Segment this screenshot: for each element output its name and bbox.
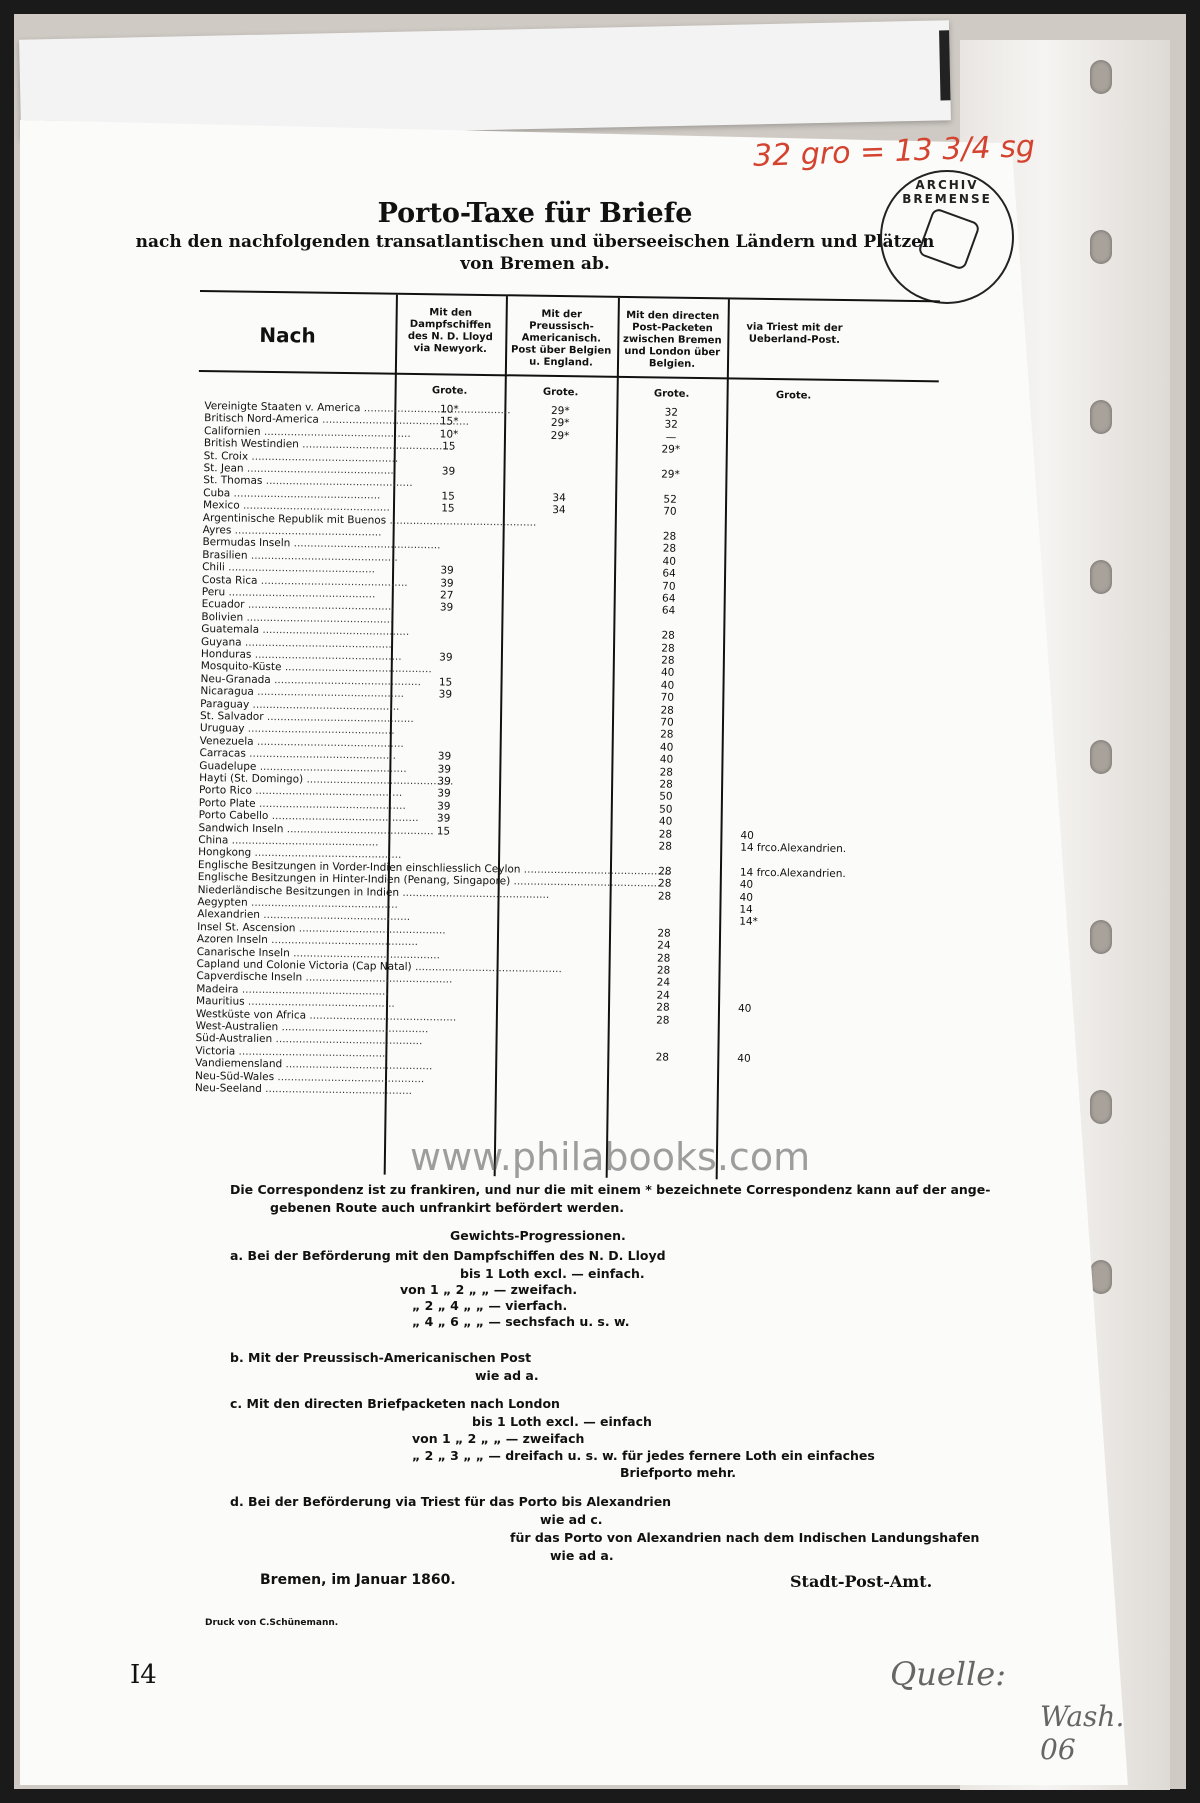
cell-destination: Capland und Colonie Victoria (Cap Natal) ..... — [197, 958, 367, 972]
note-line: „ 2 „ 3 „ „ — dreifach u. s. w. für jedes fernere Loth ein einfaches — [412, 1448, 875, 1463]
cell-direct: 28 — [656, 1001, 670, 1014]
cell-destination: Californien ..... — [204, 425, 374, 439]
cell-destination: St. Jean ..... — [203, 462, 373, 476]
cell-triest: 14* — [739, 915, 758, 929]
cell-direct: 40 — [659, 753, 674, 766]
cell-destination: Mosquito-Küste ..... — [201, 660, 371, 674]
cell-direct: 28 — [662, 542, 677, 556]
cell-direct: 70 — [660, 716, 674, 729]
note-line: a. Bei der Beförderung mit den Dampfschiffen des N. D. Lloyd — [230, 1248, 666, 1263]
cell-direct: 64 — [661, 604, 676, 618]
cell-destination: Bermudas Inseln ..... — [202, 536, 372, 550]
cell-direct: 28 — [658, 865, 672, 878]
note-line: b. Mit der Preussisch-Americanischen Post — [230, 1350, 532, 1365]
cell-destination: Hongkong ..... — [198, 846, 368, 860]
cell-destination: St. Salvador ..... — [200, 710, 370, 724]
cell-direct: 28 — [656, 964, 671, 977]
cell-lloyd: 15* — [439, 415, 459, 429]
cell-direct: 52 — [663, 493, 677, 506]
cell-destination: Neu-Granada ..... — [200, 673, 370, 687]
cell-destination: British Westindien ..... — [204, 437, 374, 451]
cell-direct: 28 — [655, 1051, 670, 1064]
cell-lloyd: 10* — [439, 428, 459, 441]
cell-direct: 29* — [661, 468, 680, 481]
cell-destination: Englische Besitzungen in Vorder-Indien einschliesslich Ceylon ..... — [198, 859, 368, 873]
note-line: wie ad a. — [550, 1548, 614, 1563]
cell-direct: 24 — [657, 939, 671, 952]
cell-direct: 28 — [656, 1014, 670, 1027]
column-header-destination: Nach — [259, 322, 316, 348]
cell-lloyd: 39 — [439, 651, 453, 664]
cell-direct: 40 — [658, 815, 673, 828]
place-date: Bremen, im Januar 1860. — [260, 1572, 456, 1588]
cell-direct: 70 — [660, 691, 675, 704]
cell-direct: 28 — [658, 840, 673, 853]
cell-destination: Azoren Inseln ..... — [197, 933, 367, 947]
cell-direct: 50 — [659, 803, 673, 816]
cell-direct: 28 — [662, 530, 677, 543]
cell-destination: Uruguay ..... — [200, 722, 370, 736]
page-number: I4 — [130, 1660, 157, 1690]
cell-destination: Neu-Seeland ..... — [195, 1082, 365, 1096]
document-content — [20, 120, 1128, 1785]
cell-destination: Englische Besitzungen in Hinter-Indien (Penang, Singapore) ..... — [198, 871, 368, 885]
cell-triest: 40 — [739, 891, 754, 904]
note-line: d. Bei der Beförderung via Triest für das Porto bis Alexandrien — [230, 1494, 672, 1509]
note-line: „ 2 „ 4 „ „ — vierfach. — [412, 1298, 568, 1313]
cell-direct: 28 — [657, 877, 672, 890]
cell-lloyd: 39 — [440, 576, 454, 590]
cell-prussian: 34 — [552, 491, 566, 504]
handwritten-note: 32 gro = 13 3/4 sg — [752, 129, 1036, 174]
cell-direct: 24 — [656, 989, 670, 1002]
cell-destination: Aegypten ..... — [197, 896, 367, 910]
cell-triest: 40 — [739, 878, 754, 891]
cell-lloyd: 39 — [438, 688, 453, 701]
cell-destination: Porto Plate ..... — [199, 797, 369, 811]
cell-destination: Süd-Australien ..... — [195, 1032, 365, 1046]
note-line: bis 1 Loth excl. — einfach — [472, 1414, 652, 1429]
cell-direct: 40 — [662, 555, 677, 568]
cell-destination: West-Australien ..... — [196, 1020, 366, 1034]
cell-direct: 70 — [663, 505, 677, 518]
cell-direct: 50 — [659, 790, 673, 804]
printer-credit: Druck von C.Schünemann. — [205, 1618, 339, 1628]
cell-lloyd: 39 — [439, 601, 454, 614]
cell-lloyd: 39 — [437, 800, 451, 813]
cell-destination: Costa Rica ..... — [202, 574, 372, 588]
issuing-office: Stadt-Post-Amt. — [790, 1572, 933, 1591]
note-line: bis 1 Loth excl. — einfach. — [460, 1266, 645, 1281]
cell-direct: 28 — [660, 704, 674, 717]
cell-destination: Britisch Nord-America ..... — [204, 412, 374, 426]
pencil-note-2: Wash. 06 — [1040, 1700, 1125, 1766]
cell-destination: Niederländische Besitzungen in Indien ..... — [198, 884, 368, 898]
cell-destination: Mauritius ..... — [196, 995, 366, 1009]
note-line: wie ad a. — [475, 1368, 539, 1383]
cell-lloyd: 15 — [441, 502, 455, 515]
watermark: www.philabooks.com — [410, 1135, 811, 1179]
cell-direct: 40 — [660, 666, 675, 680]
cell-direct: 64 — [661, 592, 676, 605]
cell-destination: Venezuela ..... — [200, 735, 370, 749]
cell-direct: 28 — [660, 728, 674, 742]
header-divider — [199, 370, 939, 382]
note-line: „ 4 „ 6 „ „ — sechsfach u. s. w. — [412, 1314, 630, 1329]
cell-direct: 28 — [661, 654, 675, 667]
cell-direct: 28 — [658, 828, 673, 841]
cell-triest: 40 — [737, 1052, 751, 1065]
column-header-lloyd: Mit den Dampfschiffen des N. D. Lloyd via Newyork. — [407, 307, 493, 356]
cell-destination: Neu-Süd-Wales ..... — [195, 1070, 365, 1084]
cell-direct: 32 — [664, 418, 678, 432]
cell-direct: — — [665, 431, 677, 444]
note-line: c. Mit den directen Briefpacketen nach London — [230, 1396, 560, 1411]
document-title: Porto-Taxe für Briefe — [377, 198, 693, 229]
unit-label: Grote. — [775, 390, 812, 402]
column-header-prussian: Mit der Preussisch-Americanisch. Post über Belgien u. England. — [511, 308, 612, 369]
cell-destination: Nicaragua ..... — [200, 685, 370, 699]
cell-lloyd: 15 — [436, 824, 451, 838]
pencil-note: Quelle: — [890, 1655, 1006, 1693]
section-heading: Gewichts-Progressionen. — [450, 1228, 626, 1243]
cell-direct: 28 — [659, 766, 674, 779]
cell-destination: Peru ..... — [202, 586, 372, 600]
cell-lloyd: 39 — [437, 775, 451, 788]
cell-triest: 14 — [739, 903, 753, 916]
cell-destination: Madeira ..... — [196, 983, 366, 997]
cell-lloyd: 39 — [440, 564, 454, 577]
cell-prussian: 29* — [550, 429, 570, 442]
column-header-triest: via Triest mit der Ueberland-Post. — [746, 321, 843, 346]
cell-triest: 40 — [740, 829, 754, 842]
cell-direct: 28 — [656, 952, 671, 965]
cell-destination: Canarische Inseln ..... — [197, 946, 367, 960]
note-line: Die Correspondenz ist zu frankiren, und nur die mit einem * bezeichnete Correspondenz kann auf der ange- — [230, 1182, 991, 1197]
cell-lloyd: 10* — [439, 403, 459, 416]
note-line: für das Porto von Alexandrien nach dem Indischen Landungshafen — [510, 1530, 980, 1545]
cell-destination: St. Thomas ..... — [203, 474, 373, 488]
cell-lloyd: 39 — [441, 465, 456, 478]
cell-destination: Sandwich Inseln ..... — [198, 822, 368, 836]
cell-destination: Chili ..... — [202, 561, 372, 575]
cell-direct: 28 — [657, 890, 672, 903]
cell-destination: Honduras ..... — [201, 648, 371, 662]
cell-lloyd: 15 — [442, 440, 456, 453]
cell-destination: Guyana ..... — [201, 636, 371, 650]
cell-direct: 32 — [664, 406, 679, 419]
cell-destination: Victoria ..... — [195, 1045, 365, 1059]
note-line: Briefporto mehr. — [620, 1465, 737, 1480]
cell-destination: Porto Cabello ..... — [199, 809, 369, 823]
cell-destination: Porto Rico ..... — [199, 784, 369, 798]
cell-destination: Carracas ..... — [199, 747, 369, 761]
cell-destination: St. Croix ..... — [204, 450, 374, 464]
unit-label: Grote. — [431, 385, 468, 397]
cell-direct: 40 — [660, 679, 675, 692]
cell-triest: 14 frco.Alexandrien. — [739, 866, 846, 880]
cell-destination: Argentinische Republik mit Buenos ..... — [203, 512, 373, 526]
cell-direct: 28 — [661, 642, 675, 655]
column-header-direct: Mit den directen Post-Packeten zwischen Bremen und London über Belgien. — [623, 309, 722, 370]
cell-destination: China ..... — [198, 834, 368, 848]
cell-direct: 28 — [661, 629, 675, 642]
cell-destination: Vereinigte Staaten v. America ..... — [204, 400, 374, 414]
cell-prussian: 29* — [550, 417, 570, 430]
cell-destination: Cuba ..... — [203, 487, 373, 501]
note-line: wie ad c. — [540, 1512, 603, 1527]
note-line: gebenen Route auch unfrankirt befördert werden. — [270, 1200, 625, 1215]
note-line: von 1 „ 2 „ „ — zweifach. — [400, 1282, 578, 1297]
unit-label: Grote. — [653, 388, 690, 400]
cell-destination: Brasilien ..... — [202, 549, 372, 563]
cell-destination: Vandiemensland ..... — [195, 1057, 365, 1071]
cell-destination: Capverdische Inseln ..... — [196, 970, 366, 984]
cell-destination: Westküste von Africa ..... — [196, 1008, 366, 1022]
cell-direct: 28 — [659, 778, 673, 791]
archive-stamp — [880, 170, 1014, 304]
cell-destination: Alexandrien ..... — [197, 908, 367, 922]
punch-hole — [1090, 60, 1112, 94]
cell-destination: Insel St. Ascension ..... — [197, 921, 367, 935]
cell-lloyd — [390, 986, 492, 987]
cell-direct: 28 — [657, 927, 671, 940]
cell-direct: 24 — [656, 976, 671, 990]
note-line: von 1 „ 2 „ „ — zweifach — [412, 1431, 585, 1446]
cell-lloyd: 39 — [436, 812, 451, 825]
stamp-text: ARCHIV BREMENSE — [902, 178, 992, 206]
cell-direct: 70 — [662, 580, 676, 593]
rate-table — [188, 290, 940, 1182]
cell-destination: Guatemala ..... — [201, 623, 371, 637]
cell-triest: 40 — [737, 1002, 752, 1015]
stamp-crest-icon — [917, 207, 981, 271]
cell-destination: Bolivien ..... — [201, 611, 371, 625]
cell-destination: Guadelupe ..... — [199, 760, 369, 774]
cell-destination: Mexico ..... — [203, 499, 373, 513]
cell-triest: 14 frco.Alexandrien. — [740, 841, 847, 856]
cell-lloyd: 15 — [438, 676, 453, 689]
cell-destination: Ecuador ..... — [202, 598, 372, 612]
cell-direct: 64 — [662, 567, 676, 580]
unit-label: Grote. — [542, 386, 579, 399]
cell-lloyd: 15 — [441, 490, 455, 503]
cell-direct — [612, 1038, 714, 1039]
cell-lloyd: 27 — [439, 589, 454, 602]
cell-destination: Hayti (St. Domingo) ..... — [199, 772, 369, 786]
cell-lloyd: 39 — [437, 762, 452, 776]
cell-destination: Paraguay ..... — [200, 698, 370, 712]
document-subtitle: nach den nachfolgenden transatlantischen und überseeischen Ländern und Plätzen — [135, 232, 935, 252]
document-subtitle-2: von Bremen ab. — [460, 254, 610, 274]
cell-lloyd: 39 — [437, 750, 452, 763]
cell-direct: 40 — [659, 741, 674, 754]
cell-destination: Ayres ..... — [203, 524, 373, 538]
cell-lloyd: 39 — [437, 787, 451, 800]
cell-direct: 29* — [661, 443, 681, 456]
cell-prussian: 29* — [550, 404, 570, 418]
cell-prussian: 34 — [552, 504, 566, 517]
